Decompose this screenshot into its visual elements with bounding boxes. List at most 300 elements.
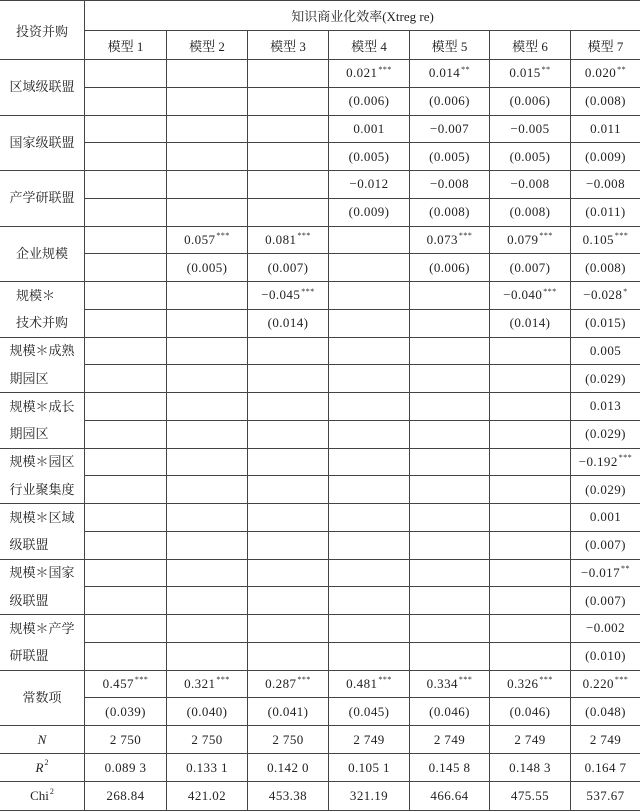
- se-cell: [167, 88, 248, 116]
- se-cell: [571, 365, 640, 393]
- coef-cell: [248, 449, 329, 477]
- coef-cell: [329, 560, 410, 588]
- coef-cell: [571, 116, 640, 144]
- se-cell: [410, 643, 490, 671]
- coef-cell: [329, 504, 410, 532]
- se-cell: [410, 421, 490, 449]
- se-value: (0.005): [509, 148, 551, 164]
- coef-cell: [329, 393, 410, 421]
- se-value: (0.048): [585, 703, 626, 719]
- stat-value: [490, 726, 571, 754]
- stat-value: [329, 726, 410, 754]
- se-value: (0.006): [429, 93, 470, 109]
- significance-stars: ***: [543, 286, 557, 296]
- row-label: [0, 116, 85, 172]
- se-cell: [490, 254, 571, 282]
- coef-value: 0.057: [184, 231, 216, 247]
- se-value: (0.014): [267, 315, 309, 331]
- coef-value: 0.481: [346, 675, 378, 691]
- stat-value: [167, 726, 248, 754]
- row-label-line: 规模＊成长: [9, 398, 75, 414]
- se-cell: [410, 698, 490, 726]
- row-label-text: [9, 73, 74, 101]
- model-header-text: 模型 3: [270, 38, 306, 54]
- coef-value: −0.192: [578, 453, 618, 469]
- se-cell: [329, 254, 410, 282]
- coef-cell: [167, 504, 248, 532]
- stat-value-text: 268.84: [106, 788, 145, 803]
- model-header: [329, 31, 410, 60]
- coef-value: 0.005: [589, 342, 622, 358]
- se-cell: [490, 199, 571, 227]
- se-cell: [167, 254, 248, 282]
- se-cell: [410, 199, 490, 227]
- coef-cell: [490, 671, 571, 699]
- se-value: (0.009): [585, 148, 626, 164]
- corner-header-text: 投资并购: [15, 23, 68, 39]
- row-label-text: [9, 338, 74, 393]
- se-cell: [167, 365, 248, 393]
- coef-cell: [571, 615, 640, 643]
- coef-cell: [329, 60, 410, 88]
- model-header: [571, 31, 640, 60]
- stat-label-text: R: [35, 759, 44, 775]
- row-label-line: 规模＊产学: [9, 620, 75, 636]
- se-value: (0.029): [585, 426, 626, 442]
- coef-cell: [490, 171, 571, 199]
- se-cell: [167, 421, 248, 449]
- coef-value: 0.321: [184, 675, 216, 691]
- row-label-line: 规模＊成熟: [9, 343, 75, 358]
- se-cell: [85, 365, 167, 393]
- coef-cell: [410, 449, 490, 477]
- se-cell: [410, 310, 490, 338]
- stat-label-chi-squared: [0, 782, 85, 811]
- dependent-variable-header-text: 知识商业化效率(Xtreg re): [291, 9, 434, 24]
- se-cell: [410, 476, 490, 504]
- coef-cell: [410, 393, 490, 421]
- coef-cell: [167, 171, 248, 199]
- se-value: (0.006): [509, 93, 551, 109]
- significance-stars: ***: [614, 675, 629, 685]
- model-header: [85, 31, 167, 60]
- coef-value: −0.008: [430, 176, 469, 192]
- stat-value: [571, 754, 640, 782]
- coef-value: −0.045: [261, 287, 301, 303]
- coef-cell: [410, 338, 490, 366]
- se-cell: [490, 143, 571, 171]
- stat-value: [248, 726, 329, 754]
- coef-cell: [571, 338, 640, 366]
- coef-cell: [410, 116, 490, 144]
- stat-value-text: 421.02: [187, 788, 227, 803]
- coef-cell: [85, 560, 167, 588]
- row-label-text: [9, 615, 74, 670]
- se-cell: [85, 254, 167, 282]
- coef-cell: [329, 449, 410, 477]
- coef-cell: [248, 116, 329, 144]
- se-value: (0.009): [348, 204, 390, 220]
- row-label-line: 企业规模: [15, 245, 68, 261]
- coef-value: 0.079: [507, 231, 539, 247]
- se-cell: [85, 476, 167, 504]
- significance-stars: ***: [297, 231, 311, 241]
- significance-stars: **: [461, 64, 471, 74]
- coef-value: 0.457: [102, 675, 134, 691]
- row-label-line: 规模＊国家: [9, 565, 75, 580]
- se-cell: [85, 643, 167, 671]
- row-label-text: [9, 449, 74, 504]
- stat-value-text: 2 749: [353, 731, 385, 747]
- stat-value: [85, 754, 167, 782]
- coef-value: −0.005: [510, 120, 550, 136]
- coef-cell: [85, 449, 167, 477]
- se-cell: [490, 476, 571, 504]
- stat-value-text: 466.64: [430, 788, 469, 803]
- se-value: (0.040): [186, 703, 228, 719]
- se-value: (0.039): [105, 703, 146, 719]
- model-header: [248, 31, 329, 60]
- se-cell: [571, 143, 640, 171]
- row-label: [0, 560, 85, 616]
- se-value: (0.007): [585, 537, 626, 553]
- coef-value: 0.021: [346, 65, 378, 81]
- stat-label-n: [0, 726, 85, 754]
- coef-value: 0.011: [590, 120, 621, 136]
- stat-value: [85, 782, 167, 811]
- se-cell: [571, 476, 640, 504]
- se-cell: [571, 532, 640, 560]
- model-header-text: 模型 5: [431, 38, 468, 54]
- row-label-line: 区域级联盟: [9, 79, 75, 95]
- se-cell: [571, 698, 640, 726]
- se-cell: [571, 310, 640, 338]
- stat-value: [167, 782, 248, 811]
- se-cell: [85, 143, 167, 171]
- coef-cell: [85, 282, 167, 310]
- stat-value: [410, 754, 490, 782]
- coef-cell: [85, 504, 167, 532]
- coef-cell: [571, 504, 640, 532]
- coef-cell: [571, 449, 640, 477]
- se-value: (0.005): [348, 148, 390, 164]
- coef-value: −0.040: [503, 287, 543, 303]
- dependent-variable-header: [85, 1, 640, 31]
- coef-cell: [85, 116, 167, 144]
- coef-cell: [490, 338, 571, 366]
- se-cell: [571, 88, 640, 116]
- coef-cell: [490, 615, 571, 643]
- row-label-text: [16, 240, 68, 268]
- row-label: [0, 171, 85, 227]
- se-value: (0.007): [267, 259, 309, 275]
- se-cell: [167, 698, 248, 726]
- coef-cell: [571, 282, 640, 310]
- se-cell: [571, 643, 640, 671]
- se-value: (0.029): [585, 370, 626, 386]
- row-label-text: [9, 393, 74, 448]
- coef-value: 0.014: [428, 65, 461, 81]
- coef-cell: [85, 338, 167, 366]
- se-cell: [85, 532, 167, 560]
- stat-value: [410, 726, 490, 754]
- coef-cell: [571, 60, 640, 88]
- coef-value: 0.073: [426, 231, 458, 247]
- se-cell: [85, 698, 167, 726]
- stat-label-text: Chi: [30, 788, 49, 803]
- coef-value: 0.013: [589, 398, 622, 414]
- model-header-text: 模型 1: [107, 38, 144, 54]
- coef-cell: [410, 560, 490, 588]
- coef-cell: [167, 116, 248, 144]
- significance-stars: ***: [458, 231, 473, 241]
- se-value: (0.008): [585, 259, 626, 275]
- se-value: (0.005): [429, 148, 470, 164]
- coef-value: 0.334: [426, 675, 458, 691]
- model-header-text: 模型 7: [587, 38, 624, 54]
- row-label-line: 规模＊: [15, 287, 55, 303]
- se-cell: [571, 254, 640, 282]
- coef-cell: [248, 615, 329, 643]
- coef-value: −0.008: [586, 176, 625, 192]
- coef-value: 0.105: [582, 231, 614, 247]
- coef-cell: [571, 393, 640, 421]
- coef-cell: [248, 671, 329, 699]
- row-label: [0, 615, 85, 671]
- row-label: [0, 338, 85, 394]
- se-value: (0.015): [585, 315, 626, 331]
- coef-cell: [248, 393, 329, 421]
- model-header: [167, 31, 248, 60]
- se-cell: [167, 643, 248, 671]
- se-cell: [329, 88, 410, 116]
- row-label-line: 规模＊园区: [9, 454, 75, 469]
- significance-stars: **: [541, 64, 551, 74]
- significance-stars: *: [623, 286, 628, 296]
- row-label-line: 期园区: [9, 370, 49, 386]
- stat-value: [85, 726, 167, 754]
- se-cell: [571, 587, 640, 615]
- coef-cell: [329, 615, 410, 643]
- row-label-line: 产学研联盟: [9, 190, 75, 206]
- se-value: (0.008): [429, 204, 470, 220]
- row-label-text: [9, 184, 74, 212]
- se-cell: [85, 587, 167, 615]
- stat-label-superscript: 2: [49, 786, 54, 796]
- coef-cell: [248, 60, 329, 88]
- se-cell: [248, 254, 329, 282]
- row-label-line: 常数项: [22, 689, 62, 705]
- coef-cell: [490, 116, 571, 144]
- se-cell: [410, 88, 490, 116]
- significance-stars: ***: [618, 453, 633, 463]
- se-value: (0.014): [509, 315, 551, 331]
- row-label-line: 期园区: [9, 426, 49, 442]
- stat-value: [248, 754, 329, 782]
- stat-label-superscript: 2: [44, 758, 49, 767]
- coef-cell: [167, 671, 248, 699]
- coef-cell: [167, 449, 248, 477]
- se-value: (0.029): [585, 481, 626, 497]
- coef-cell: [248, 171, 329, 199]
- coef-cell: [167, 227, 248, 255]
- model-header-text: 模型 4: [351, 38, 387, 54]
- coef-cell: [248, 504, 329, 532]
- significance-stars: ***: [614, 231, 629, 241]
- coef-cell: [329, 116, 410, 144]
- se-cell: [410, 143, 490, 171]
- row-label-line: 国家级联盟: [9, 134, 75, 150]
- row-label-line: 级联盟: [9, 592, 49, 608]
- coef-value: 0.020: [584, 65, 617, 81]
- coef-cell: [85, 393, 167, 421]
- model-header: [410, 31, 490, 60]
- significance-stars: ***: [378, 64, 392, 74]
- coef-cell: [329, 227, 410, 255]
- se-value: (0.005): [186, 259, 228, 275]
- coef-cell: [571, 671, 640, 699]
- coef-value: −0.017: [581, 564, 620, 580]
- coef-cell: [248, 338, 329, 366]
- coefficient-rows: [0, 60, 640, 726]
- se-cell: [490, 88, 571, 116]
- se-value: (0.045): [348, 703, 390, 719]
- coef-cell: [329, 671, 410, 699]
- stat-value-text: 0.145 8: [428, 759, 471, 775]
- se-cell: [490, 587, 571, 615]
- statistics-rows: [0, 726, 640, 811]
- coef-cell: [248, 227, 329, 255]
- row-label-text: [9, 560, 74, 615]
- significance-stars: ***: [378, 675, 392, 685]
- table-header: [0, 0, 640, 60]
- coef-cell: [248, 282, 329, 310]
- se-cell: [248, 421, 329, 449]
- se-value: (0.010): [585, 648, 626, 664]
- significance-stars: ***: [216, 231, 230, 241]
- stat-value-text: 0.089 3: [104, 759, 147, 775]
- coef-value: −0.028: [583, 287, 623, 303]
- se-cell: [329, 310, 410, 338]
- se-cell: [329, 476, 410, 504]
- stat-value-text: 2 750: [109, 731, 142, 747]
- stat-value-text: 0.148 3: [509, 759, 551, 775]
- se-cell: [248, 199, 329, 227]
- coef-cell: [410, 60, 490, 88]
- se-cell: [248, 643, 329, 671]
- se-cell: [490, 643, 571, 671]
- se-cell: [571, 199, 640, 227]
- se-cell: [167, 143, 248, 171]
- coef-cell: [167, 338, 248, 366]
- se-cell: [85, 310, 167, 338]
- significance-stars: ***: [458, 675, 473, 685]
- se-cell: [248, 143, 329, 171]
- se-value: (0.006): [429, 259, 470, 275]
- se-cell: [490, 698, 571, 726]
- se-cell: [490, 310, 571, 338]
- coef-cell: [167, 282, 248, 310]
- significance-stars: **: [620, 564, 630, 574]
- row-label: [0, 671, 85, 727]
- se-cell: [167, 199, 248, 227]
- se-cell: [248, 532, 329, 560]
- se-cell: [248, 698, 329, 726]
- coef-cell: [85, 171, 167, 199]
- coef-cell: [571, 560, 640, 588]
- significance-stars: ***: [216, 675, 230, 685]
- coef-cell: [410, 615, 490, 643]
- coef-cell: [410, 671, 490, 699]
- row-label-text: [16, 282, 68, 337]
- se-cell: [329, 643, 410, 671]
- coef-cell: [490, 449, 571, 477]
- coef-cell: [571, 227, 640, 255]
- se-cell: [329, 587, 410, 615]
- row-label-line: 级联盟: [9, 537, 49, 553]
- se-cell: [490, 365, 571, 393]
- se-value: (0.007): [509, 259, 551, 275]
- se-value: (0.046): [509, 703, 551, 719]
- row-label: [0, 282, 85, 338]
- se-cell: [248, 587, 329, 615]
- row-label-text: [9, 129, 74, 157]
- stat-value: [329, 782, 410, 811]
- model-header-text: 模型 6: [512, 38, 548, 54]
- row-label-line: 规模＊区域: [9, 509, 75, 525]
- se-cell: [85, 421, 167, 449]
- significance-stars: ***: [539, 231, 553, 241]
- significance-stars: **: [617, 64, 627, 74]
- se-cell: [248, 365, 329, 393]
- stat-label-r-squared: [0, 754, 85, 782]
- coef-value: −0.002: [586, 620, 625, 636]
- coef-cell: [490, 227, 571, 255]
- se-cell: [410, 254, 490, 282]
- corner-header: [0, 1, 85, 60]
- row-label: [0, 393, 85, 449]
- stat-value-text: 2 749: [514, 731, 546, 747]
- coef-cell: [167, 560, 248, 588]
- se-cell: [490, 532, 571, 560]
- stat-value: [571, 782, 640, 811]
- se-value: (0.006): [348, 93, 390, 109]
- stat-label-text: N: [37, 731, 47, 747]
- coef-value: 0.001: [353, 120, 385, 136]
- se-cell: [329, 199, 410, 227]
- stat-value-text: 2 749: [589, 731, 622, 747]
- row-label-text: [9, 504, 74, 559]
- se-cell: [329, 532, 410, 560]
- coef-cell: [329, 338, 410, 366]
- se-cell: [329, 421, 410, 449]
- significance-stars: ***: [539, 675, 553, 685]
- coef-value: 0.220: [582, 675, 614, 691]
- coef-cell: [167, 615, 248, 643]
- se-cell: [329, 143, 410, 171]
- row-label-line: 技术并购: [15, 315, 68, 331]
- coef-value: 0.015: [509, 65, 541, 81]
- se-cell: [329, 698, 410, 726]
- coef-cell: [85, 671, 167, 699]
- significance-stars: ***: [134, 675, 149, 685]
- coef-cell: [167, 393, 248, 421]
- coef-cell: [248, 560, 329, 588]
- se-cell: [167, 310, 248, 338]
- coef-value: 0.001: [589, 509, 622, 525]
- coef-cell: [410, 504, 490, 532]
- se-cell: [329, 365, 410, 393]
